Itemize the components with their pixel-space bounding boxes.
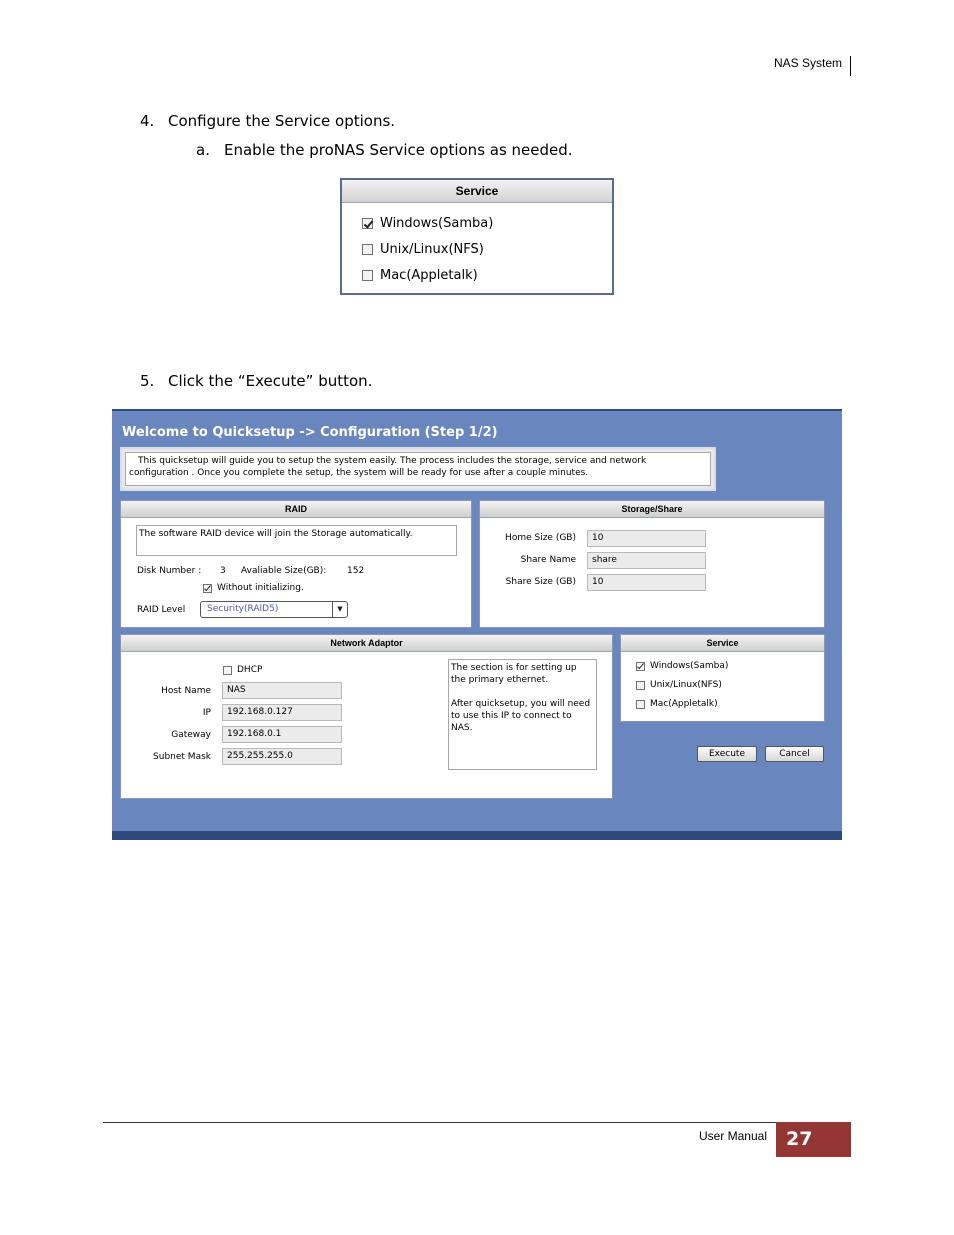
home-size-input[interactable]: 10 xyxy=(587,530,706,547)
step-5-number: 5. xyxy=(140,372,155,390)
footer-label: User Manual xyxy=(698,1129,767,1143)
service-option-windows[interactable] xyxy=(362,216,493,231)
step-4a-letter: a. xyxy=(196,141,210,159)
step-4a-text: Enable the proNAS Service options as needed. xyxy=(224,141,573,159)
intro-box xyxy=(120,447,716,491)
service-mac-checkbox[interactable] xyxy=(636,699,718,709)
gateway-label: Gateway xyxy=(171,730,211,740)
share-name-label: Share Name xyxy=(520,555,576,565)
gateway-input[interactable]: 192.168.0.1 xyxy=(222,726,342,743)
network-note-line-1: The section is for setting up the primary ethernet. xyxy=(451,663,577,685)
footer-rule xyxy=(103,1122,851,1123)
step-4-text: Configure the Service options. xyxy=(168,112,396,130)
share-size-label: Share Size (GB) xyxy=(505,577,576,587)
step-4a xyxy=(196,141,573,159)
checkbox-checked-icon[interactable] xyxy=(362,218,373,229)
raid-level-label: RAID Level xyxy=(137,605,186,615)
disk-number-label: Disk Number : xyxy=(137,566,202,576)
subnet-mask-input[interactable]: 255.255.255.0 xyxy=(222,748,342,765)
disk-number-value: 3 xyxy=(220,566,226,576)
header-rule xyxy=(850,56,851,76)
subnet-mask-label: Subnet Mask xyxy=(153,752,211,762)
host-name-input[interactable]: NAS xyxy=(222,682,342,699)
step-4-number: 4. xyxy=(140,112,155,130)
step-4 xyxy=(140,112,395,130)
ip-label: IP xyxy=(202,708,211,718)
service-unix-checkbox[interactable] xyxy=(636,680,722,690)
raid-panel xyxy=(120,500,472,628)
checkbox-unchecked-icon[interactable] xyxy=(362,270,373,281)
raid-level-value: Security(RAID5) xyxy=(207,604,279,614)
checkbox-checked-icon[interactable] xyxy=(636,662,645,671)
step-5-text: Click the “Execute” button. xyxy=(168,372,373,390)
service-option-label: Mac(Appletalk) xyxy=(380,268,478,283)
service-options-panel xyxy=(340,178,614,295)
ip-input[interactable]: 192.168.0.127 xyxy=(222,704,342,721)
checkbox-unchecked-icon[interactable] xyxy=(223,666,232,675)
execute-button[interactable]: Execute xyxy=(697,746,757,762)
step-5 xyxy=(140,372,372,390)
home-size-label: Home Size (GB) xyxy=(505,533,576,543)
service-option-unix[interactable] xyxy=(362,242,484,257)
checkbox-unchecked-icon[interactable] xyxy=(362,244,373,255)
service-option-label: Unix/Linux(NFS) xyxy=(380,242,484,257)
quicksetup-window xyxy=(112,409,842,840)
available-size-value: 152 xyxy=(347,566,365,576)
network-panel-title: Network Adaptor xyxy=(121,635,612,652)
window-bottom-bar xyxy=(112,831,842,840)
service-windows-checkbox[interactable] xyxy=(636,661,728,671)
storage-share-panel xyxy=(479,500,825,628)
service-option-label: Windows(Samba) xyxy=(380,216,494,231)
service-panel-title: Service xyxy=(342,180,612,203)
network-note-line-2: After quicksetup, you will need to use this IP to connect to NAS. xyxy=(451,699,591,733)
available-size-label: Avaliable Size(GB): xyxy=(241,566,327,576)
service-windows-label: Windows(Samba) xyxy=(650,661,729,671)
share-size-input[interactable]: 10 xyxy=(587,574,706,591)
dhcp-checkbox[interactable] xyxy=(223,665,262,675)
quicksetup-title: Welcome to Quicksetup -> Configuration (Step 1/2) xyxy=(122,425,498,440)
service-panel xyxy=(620,634,825,722)
network-note xyxy=(448,659,597,770)
checkbox-unchecked-icon[interactable] xyxy=(636,700,645,709)
chevron-down-icon[interactable]: ▼ xyxy=(332,602,347,617)
network-adaptor-panel xyxy=(120,634,613,799)
running-header: NAS System xyxy=(773,56,842,70)
raid-level-select[interactable] xyxy=(200,601,348,618)
service-panel-title: Service xyxy=(621,635,824,652)
checkbox-unchecked-icon[interactable] xyxy=(636,681,645,690)
raid-panel-title: RAID xyxy=(121,501,471,518)
page-number: 27 xyxy=(776,1122,851,1157)
checkbox-checked-icon[interactable] xyxy=(203,584,212,593)
service-option-mac[interactable] xyxy=(362,268,478,283)
service-unix-label: Unix/Linux(NFS) xyxy=(650,680,722,690)
dhcp-label: DHCP xyxy=(237,665,263,675)
raid-note: The software RAID device will join the Storage automatically. xyxy=(136,525,457,556)
storage-panel-title: Storage/Share xyxy=(480,501,824,518)
service-mac-label: Mac(Appletalk) xyxy=(650,699,718,709)
without-initializing-checkbox[interactable] xyxy=(203,583,304,593)
without-initializing-label: Without initializing. xyxy=(217,583,304,593)
cancel-button[interactable]: Cancel xyxy=(765,746,824,762)
intro-text: This quicksetup will guide you to setup the system easily. The process includes the storage, service and network configuration . Once you complete the setup, the system will be ready for use after a couple minutes. xyxy=(125,452,711,486)
share-name-input[interactable]: share xyxy=(587,552,706,569)
host-name-label: Host Name xyxy=(161,686,211,696)
